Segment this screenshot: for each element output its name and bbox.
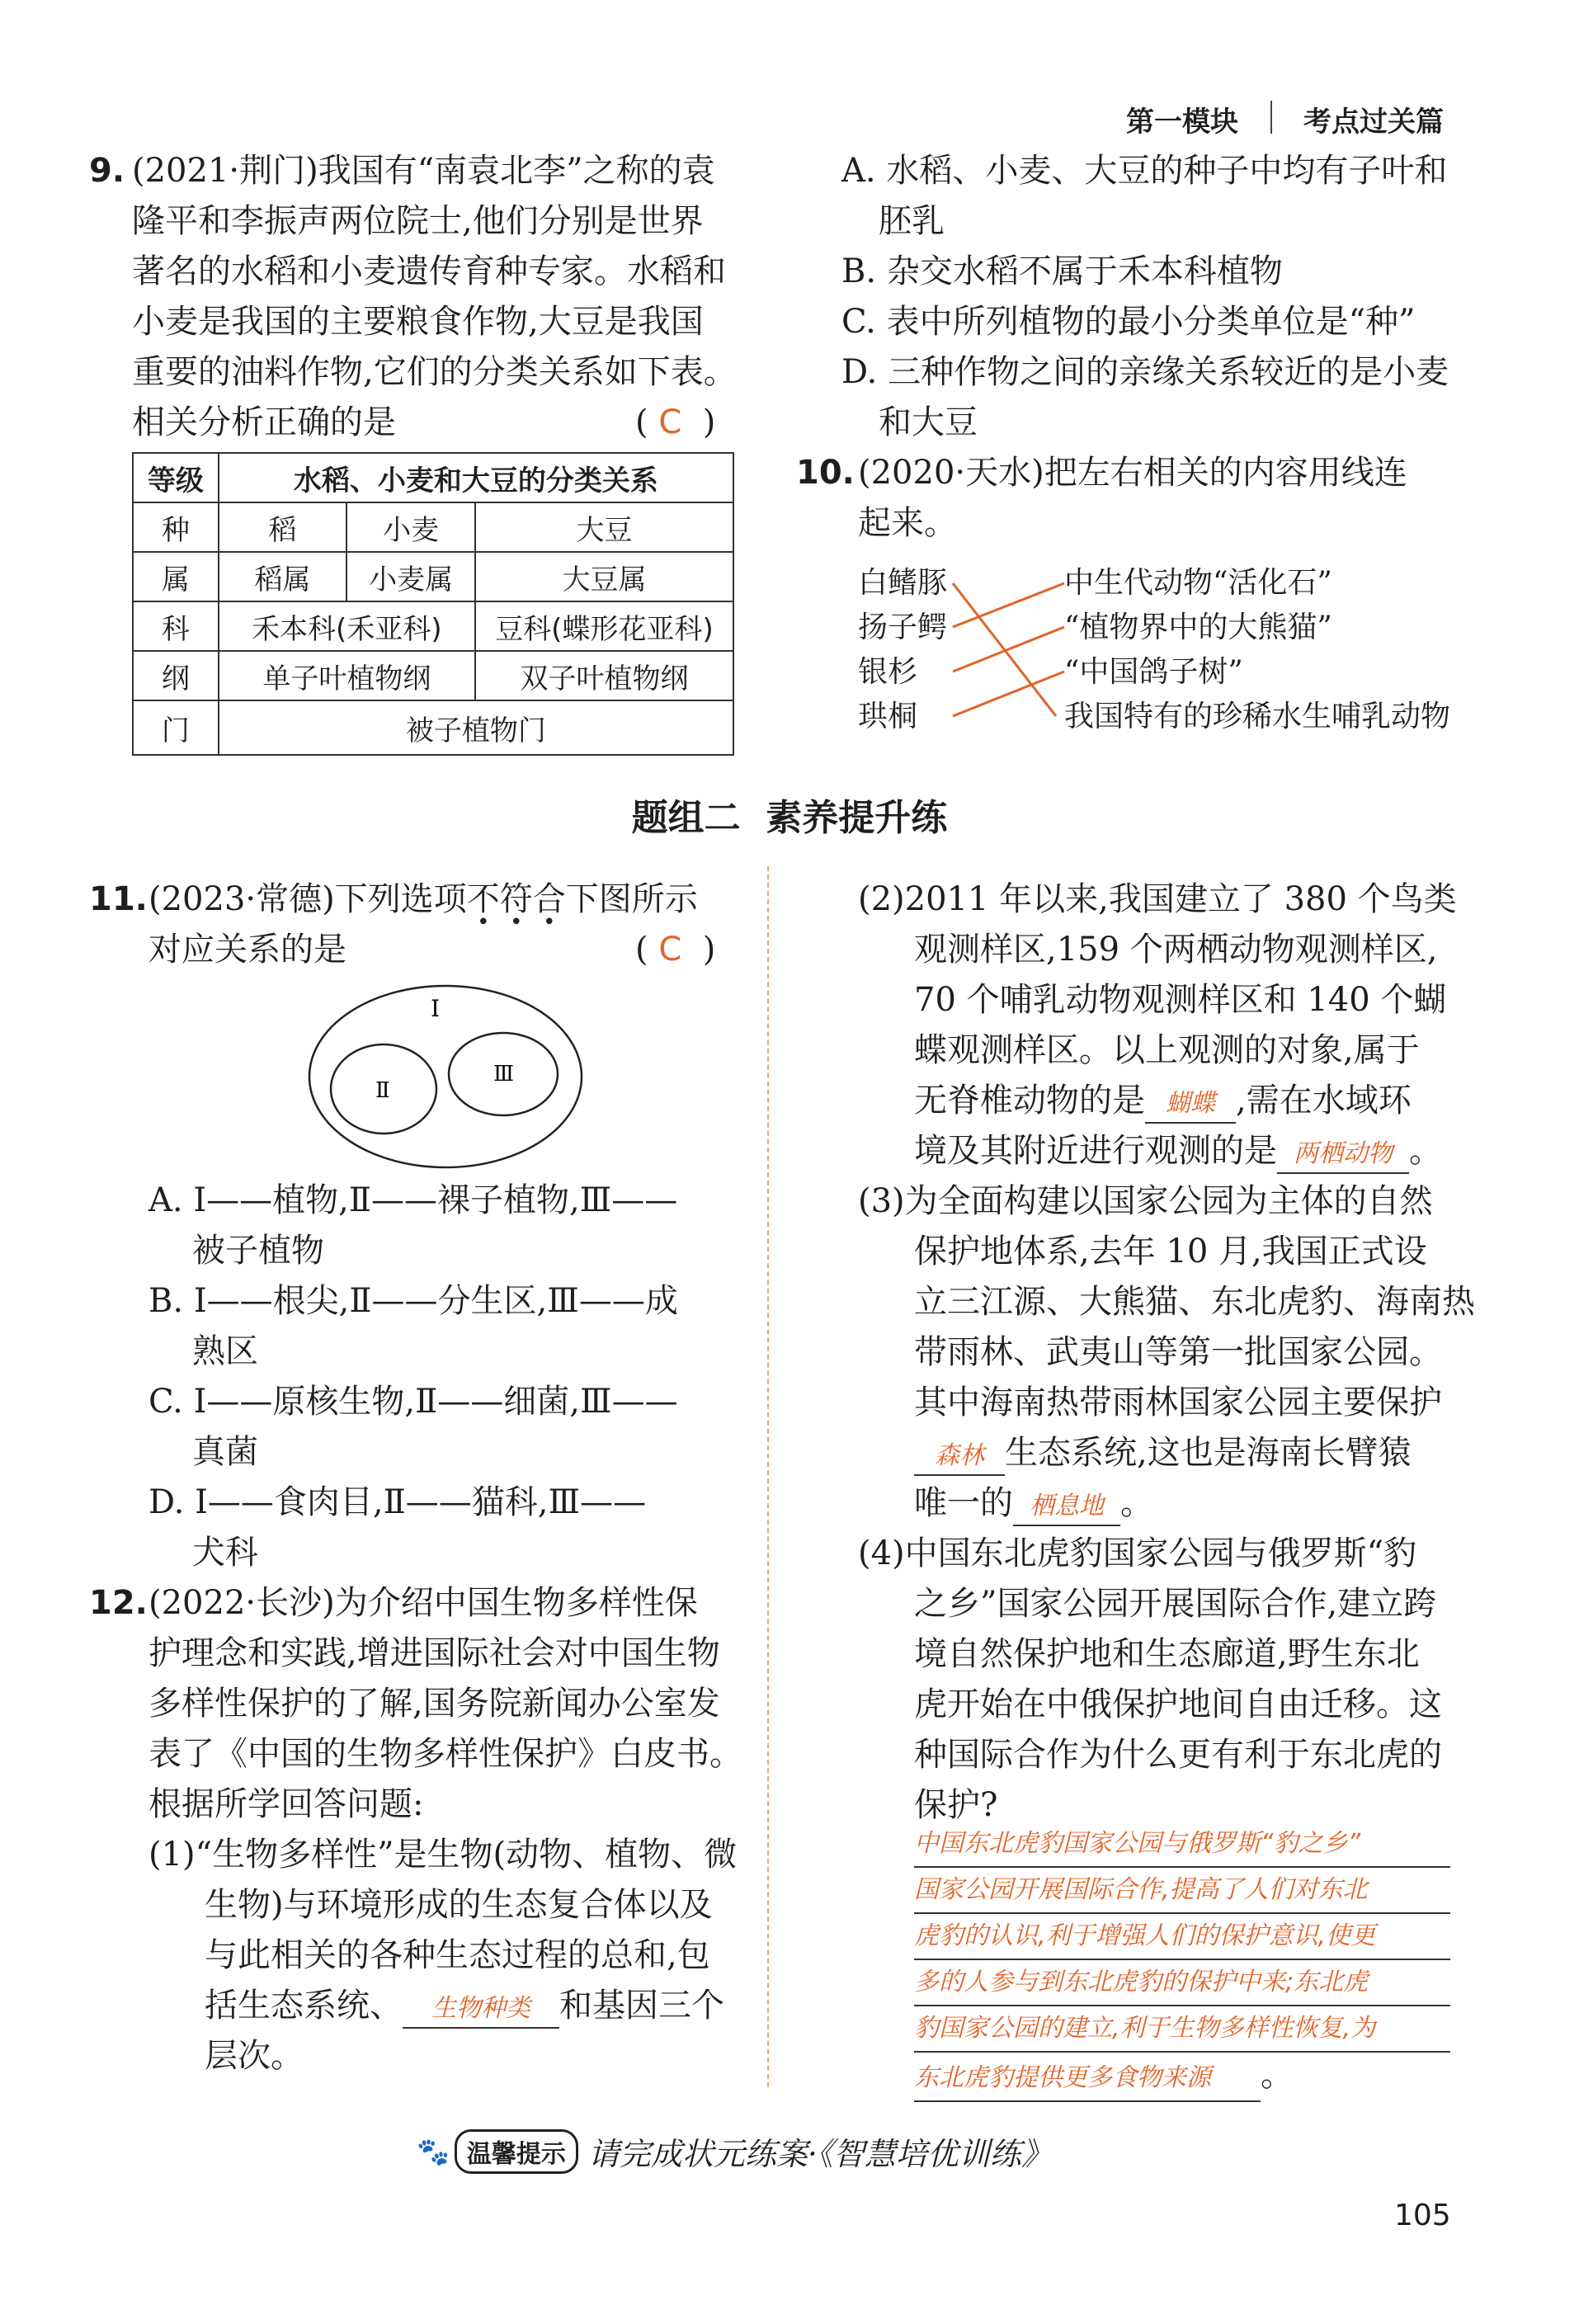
q12-p3-line-6 (914, 1428, 1412, 1478)
table-cell: 等级 (133, 453, 219, 502)
q12-p2-line-5 (914, 1076, 1412, 1126)
q10-line-2: 起来。 (858, 504, 957, 542)
table-row (133, 700, 733, 755)
q12-text: 和基因三个 (559, 1987, 724, 2025)
q12-p1-line-2: 生物)与环境形成的生态复合体以及 (205, 1886, 713, 1924)
q9-num: 9. (89, 152, 125, 190)
q12-p1-line-4 (205, 1981, 724, 2031)
table-cell: 被子植物门 (219, 700, 733, 755)
q11-line-2: 对应关系的是 (148, 931, 346, 969)
table-cell: 小麦 (346, 502, 475, 552)
table-cell: 科 (133, 601, 219, 651)
q11-answer-bracket: ( C ) (635, 931, 716, 969)
table-cell: 纲 (133, 651, 219, 700)
q9-line-2: 隆平和李振声两位院士,他们分别是世界 (132, 202, 704, 240)
header-section: 考点过关篇 (1303, 106, 1444, 139)
q12-p3-blank-2 (1013, 1485, 1120, 1526)
q12-p2-answer-1: 蝴蝶 (1166, 1089, 1215, 1118)
q10-left-item: 珙桐 (858, 700, 918, 733)
q12-line-2: 护理念和实践,增进国际社会对中国生物 (148, 1634, 720, 1672)
q11-venn-diagram (305, 982, 586, 1171)
q11-option-b-cont: 熟区 (192, 1332, 258, 1370)
q10-right-item: 中生代动物“活化石” (1064, 566, 1332, 600)
q12-text: ,需在水域环 (1236, 1082, 1412, 1120)
q9-line-6: 相关分析正确的是 (132, 403, 396, 441)
q12-p4-line-3: 境自然保护地和生态廊道,野生东北 (914, 1635, 1420, 1673)
q10-right-item: “中国鸽子树” (1064, 655, 1243, 689)
q12-line-5: 根据所学回答问题: (148, 1785, 424, 1823)
q9-option-c: C. 表中所列植物的最小分类单位是“种” (841, 303, 1416, 341)
q11-text: 下图所示 (565, 880, 698, 918)
q9-number (89, 146, 125, 196)
venn-label-left: Ⅱ (375, 1078, 390, 1103)
q12-text: 无脊椎动物的是 (914, 1082, 1145, 1120)
q12-p2-line-6 (914, 1126, 1442, 1176)
q11-num: 11. (89, 880, 148, 918)
q11-text: (2023·常德)下列选项 (148, 880, 467, 918)
q11-number (89, 874, 148, 925)
q12-p3-line-7 (914, 1478, 1153, 1529)
q12-p3-answer-1: 森林 (935, 1441, 984, 1470)
q12-p3-line-4: 带雨林、武夷山等第一批国家公园。 (914, 1333, 1442, 1371)
q10-number (796, 448, 855, 498)
answer-line: 中国东北虎豹国家公园与俄罗斯“豹之乡” (914, 1822, 1450, 1868)
q10-left-item: 白鳍豚 (858, 566, 948, 600)
q11-option-c-cont: 真菌 (192, 1433, 258, 1471)
q12-p1-line-1: (1)“生物多样性”是生物(动物、植物、微 (148, 1836, 738, 1874)
page-number: 105 (1394, 2199, 1451, 2232)
q12-p3-answer-2: 栖息地 (1030, 1492, 1104, 1520)
match-line (953, 672, 1064, 716)
emphasis-char: 合 (532, 880, 566, 918)
q11-option-a-cont: 被子植物 (192, 1232, 324, 1270)
q12-p2-answer-2: 两栖动物 (1294, 1139, 1393, 1168)
match-line (953, 627, 1064, 672)
q12-p4-line-2: 之乡”国家公园开展国际合作,建立跨 (914, 1585, 1437, 1623)
tip-badge: 温馨提示 (455, 2129, 578, 2174)
q12-p2-blank-1 (1145, 1082, 1236, 1124)
table-row (133, 552, 733, 601)
table-cell: 小麦属 (346, 552, 475, 601)
q9-answer: C (658, 403, 682, 441)
table-cell: 属 (133, 552, 219, 601)
q12-p1-answer: 生物种类 (431, 1994, 530, 2023)
venn-label-right: Ⅲ (493, 1062, 515, 1087)
answer-line: 多的人参与到东北虎豹的保护中来;东北虎 (914, 1960, 1450, 2006)
q10-line-1: (2020·天水)把左右相关的内容用线连 (858, 454, 1407, 492)
q10-left-list (858, 561, 947, 739)
q12-p4-line-5: 种国际合作为什么更有利于东北虎的 (914, 1736, 1442, 1774)
q12-p4-line-1: (4)中国东北虎豹国家公园与俄罗斯“豹 (858, 1534, 1417, 1572)
answer-line: 豹国家公园的建立,利于生物多样性恢复,为 (914, 2006, 1450, 2053)
group-title: 题组二 素养提升练 (631, 797, 948, 839)
q12-line-4: 表了《中国的生物多样性保护》白皮书。 (148, 1735, 742, 1773)
q9-option-d: D. 三种作物之间的亲缘关系较近的是小麦 (841, 353, 1449, 391)
table-cell: 稻属 (219, 552, 347, 601)
q12-p3-line-1: (3)为全面构建以国家公园为主体的自然 (858, 1182, 1433, 1220)
q12-number (89, 1578, 148, 1629)
table-cell: 双子叶植物纲 (475, 651, 733, 700)
q12-num: 12. (89, 1584, 148, 1622)
q12-p2-line-1: (2)2011 年以来,我国建立了 380 个鸟类 (858, 880, 1457, 918)
q12-text: 括生态系统、 (205, 1987, 403, 2025)
q9-line-5: 重要的油料作物,它们的分类关系如下表。 (132, 353, 737, 391)
tip-text: 请完成状元练案·《智慧培优训练》 (587, 2136, 1053, 2172)
q12-text: 。 (1120, 1484, 1153, 1522)
emphasis-char: 符 (499, 880, 533, 918)
q12-p4-answer-block (914, 1822, 1450, 2104)
table-cell: 门 (133, 700, 219, 755)
q9-line-4: 小麦是我国的主要粮食作物,大豆是我国 (132, 303, 704, 341)
q12-text: 。 (1261, 2056, 1294, 2094)
table-cell: 种 (133, 502, 219, 552)
answer-line: 虎豹的认识,利于增强人们的保护意识,使更 (914, 1914, 1450, 1960)
table-cell: 大豆 (475, 502, 733, 552)
q10-left-item: 银杉 (858, 655, 918, 689)
q11-option-d: D. Ⅰ——食肉目,Ⅱ——猫科,Ⅲ—— (148, 1483, 647, 1521)
q12-p2-blank-2 (1277, 1133, 1409, 1174)
venn-outer-circle (309, 986, 582, 1167)
q12-line-1: (2022·长沙)为介绍中国生物多样性保 (148, 1584, 698, 1622)
q11-option-d-cont: 犬科 (192, 1534, 258, 1572)
q9-line-1: (2021·荆门)我国有“南袁北李”之称的袁 (132, 152, 715, 190)
q10-right-item: “植物界中的大熊猫” (1064, 610, 1332, 644)
header-module: 第一模块 (1126, 106, 1238, 139)
q9-option-b: B. 杂交水稻不属于禾本科植物 (841, 252, 1283, 290)
header-divider (1270, 101, 1272, 134)
q12-p4-line-4: 虎开始在中俄保护地间自由迁移。这 (914, 1685, 1442, 1723)
table-cell: 稻 (219, 502, 347, 552)
footer-tip (417, 2128, 1053, 2174)
q12-p2-line-2: 观测样区,159 个两栖动物观测样区, (914, 931, 1438, 969)
q12-p3-line-3: 立三江源、大熊猫、东北虎豹、海南热 (914, 1283, 1475, 1321)
q10-right-list (1064, 561, 1450, 739)
table-cell: 单子叶植物纲 (219, 651, 475, 700)
q10-matching-lines (949, 561, 1072, 742)
q12-p1-line-5: 层次。 (205, 2037, 304, 2075)
emphasis-char: 不 (466, 880, 500, 918)
table-row (133, 453, 733, 502)
q12-p3-blank-1 (914, 1435, 1005, 1476)
q9-classification-table (132, 452, 734, 756)
q11-answer: C (658, 931, 682, 969)
q10-num: 10. (796, 454, 855, 492)
venn-label-outer: Ⅰ (431, 995, 441, 1022)
q12-p3-line-2: 保护地体系,去年 10 月,我国正式设 (914, 1233, 1427, 1270)
table-cell: 豆科(蝶形花亚科) (475, 601, 733, 651)
table-cell: 大豆属 (475, 552, 733, 601)
q9-option-a-cont: 胚乳 (879, 202, 945, 240)
q12-text: 生态系统,这也是海南长臂猿 (1005, 1434, 1412, 1472)
q12-text: 唯一的 (914, 1484, 1013, 1522)
column-divider (767, 866, 769, 2087)
table-row (133, 502, 733, 552)
q12-p2-line-4: 蝶观测样区。以上观测的对象,属于 (914, 1031, 1420, 1069)
q12-line-3: 多样性保护的了解,国务院新闻办公室发 (148, 1685, 720, 1723)
table-row (133, 651, 733, 700)
q12-p1-line-3: 与此相关的各种生态过程的总和,包 (205, 1936, 710, 1974)
q12-p2-line-3: 70 个哺乳动物观测样区和 140 个蝴 (914, 981, 1447, 1019)
q12-p1-blank (403, 1987, 559, 2029)
q10-right-item: 我国特有的珍稀水生哺乳动物 (1064, 700, 1451, 733)
q11-option-a: A. Ⅰ——植物,Ⅱ——裸子植物,Ⅲ—— (148, 1181, 678, 1219)
answer-line-last (914, 2053, 1450, 2104)
table-cell: 禾本科(禾亚科) (219, 601, 475, 651)
q12-p3-line-5: 其中海南热带雨林国家公园主要保护 (914, 1384, 1442, 1421)
q12-text: 。 (1409, 1132, 1442, 1170)
answer-line: 国家公园开展国际合作,提高了人们对东北 (914, 1868, 1450, 1914)
table-row (133, 601, 733, 651)
q12-text: 境及其附近进行观测的是 (914, 1132, 1277, 1170)
q11-line-1 (148, 874, 698, 925)
footprint-icon: 🐾 (417, 2135, 450, 2167)
q9-option-d-cont: 和大豆 (879, 403, 978, 441)
table-cell: 水稻、小麦和大豆的分类关系 (219, 453, 733, 502)
answer-line: 东北虎豹提供更多食物来源 (914, 2056, 1261, 2102)
q10-left-item: 扬子鳄 (858, 610, 948, 644)
q11-option-c: C. Ⅰ——原核生物,Ⅱ——细菌,Ⅲ—— (148, 1383, 678, 1421)
q11-option-b: B. Ⅰ——根尖,Ⅱ——分生区,Ⅲ——成 (148, 1282, 678, 1320)
q9-option-a: A. 水稻、小麦、大豆的种子中均有子叶和 (841, 152, 1448, 190)
q12-p4-line-6: 保护? (914, 1786, 998, 1824)
q9-answer-bracket: ( C ) (635, 403, 716, 441)
q9-line-3: 著名的水稻和小麦遗传育种专家。水稻和 (132, 252, 726, 290)
